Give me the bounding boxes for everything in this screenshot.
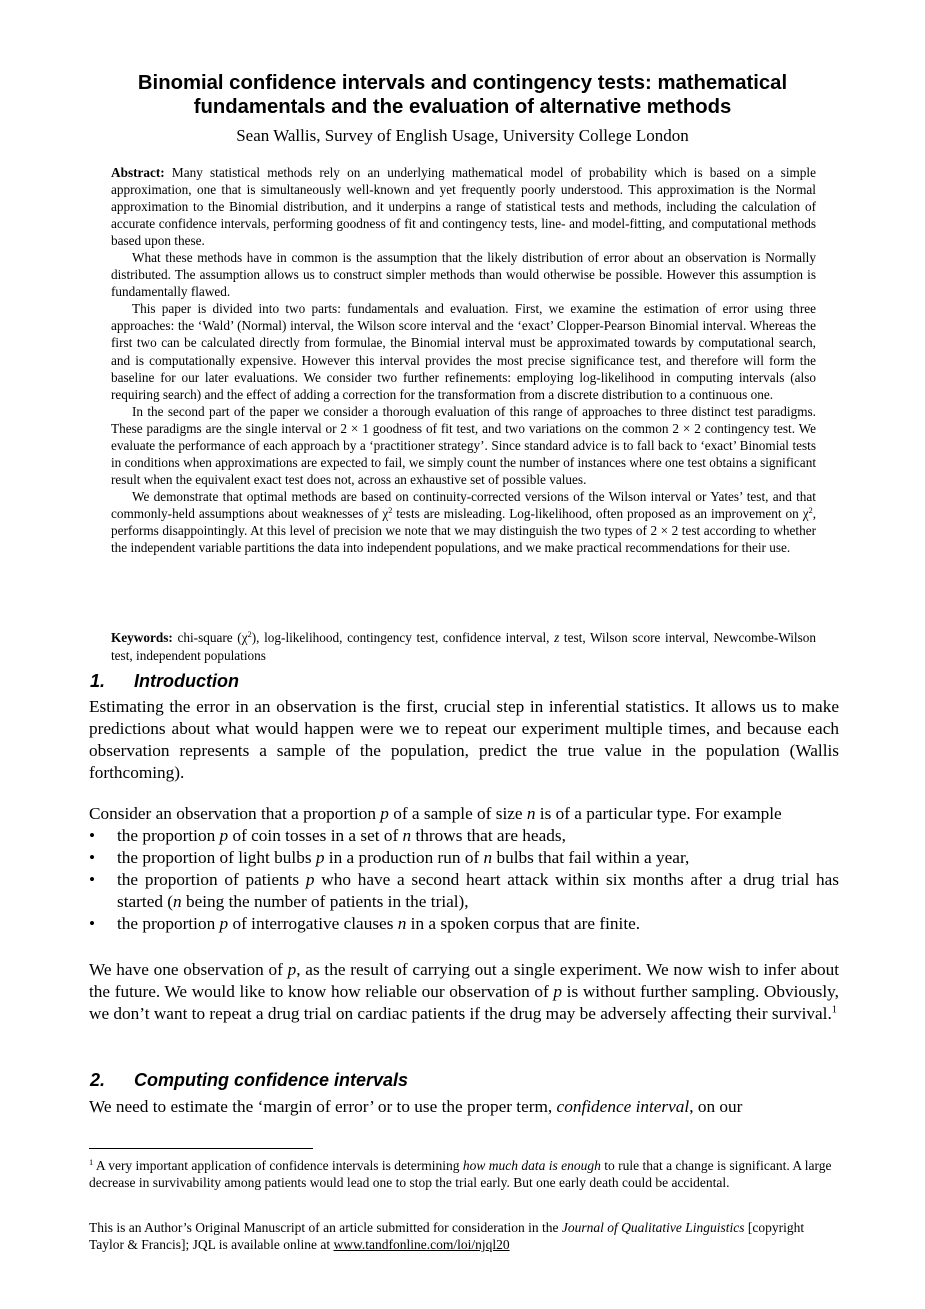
- var: p: [219, 914, 229, 933]
- list-item: [89, 847, 839, 869]
- section-1-paragraph-1: [89, 696, 839, 784]
- text-b: , on our: [689, 1097, 743, 1116]
- abstract-p5-text-b: tests are misleading. Log-likelihood, often proposed as an improvement on χ: [392, 505, 809, 521]
- bullet-icon: •: [89, 826, 96, 845]
- bullet-icon: •: [89, 870, 96, 889]
- abstract-paragraph-4: In the second part of the paper we consider a thorough evaluation of this range of approaches to three distinct test paradigms. These paradigms are the single interval or 2 × 1 goodness of fit test, and two variations on the common 2 × 2 contingency test. We evaluate the performance of each approach by a ‘practitioner strategy’. Since standard advice is to fall back to ‘exact’ Binomial tests in conditions when approximations are expected to fail, we simply count the number of instances where one test obtains a significant result when the equivalent exact test does not, across an exhaustive set of possible values.: [111, 403, 816, 487]
- section-1-paragraph-3: [89, 959, 839, 1025]
- text-a: Consider an observation that a proportion: [89, 804, 381, 823]
- list-item: [89, 869, 839, 913]
- section-2-paragraph-1: [89, 1096, 839, 1118]
- var-n: n: [526, 804, 536, 823]
- var: p: [305, 870, 315, 889]
- title-line-2: fundamentals and the evaluation of alternative methods: [193, 96, 732, 118]
- section-title: Computing confidence intervals: [134, 1070, 409, 1090]
- abstract-p1-text: Many statistical methods rely on an underlying mathematical model of probability which is based on a simple approximation, one that is simultaneously well-known and yet frequently poorly understood. This approximation is the Normal approximation to the Binomial distribution, and it underpins a range of statistical tests and methods, including the calculation of accurate confidence intervals, performing goodness of fit and contingency tests, line- and model-fitting, and computational methods based upon these.: [111, 165, 816, 249]
- abstract-label: Abstract:: [111, 165, 165, 180]
- item-text: bulbs that fail within a year,: [492, 848, 690, 867]
- paragraph-text: [89, 959, 839, 1025]
- notice-text-b: [copyright Taylor & Francis]; JQL is available online at: [89, 1220, 805, 1253]
- footnote-ref[interactable]: 1: [831, 1003, 838, 1016]
- text-a: We need to estimate the ‘margin of error’ or to use the proper term,: [89, 1097, 557, 1116]
- item-text: who have a second heart attack within six months after a drug trial has started (: [117, 870, 840, 911]
- text-b: , as the result of carrying out a single experiment. We now wish to infer about the future. We would like to know how reliable our observation of: [89, 960, 839, 1001]
- example-list: [89, 825, 839, 935]
- footnote-text-b: to rule that a change is significant. A large decrease in survivability among patients would lead one to stop the trial early. But one early death could be accidental.: [89, 1158, 832, 1191]
- journal-name: Journal of Qualitative Linguistics: [561, 1220, 745, 1235]
- keywords: [111, 629, 816, 664]
- paragraph-text: [89, 1096, 839, 1118]
- text-c: is without further sampling. Obviously, we don’t want to repeat a drug trial on cardiac patients if the drug may be adversely affecting their survival.: [89, 982, 839, 1023]
- bullet-icon: •: [89, 848, 96, 867]
- item-text: the proportion of light bulbs: [117, 848, 316, 867]
- abstract: [111, 164, 816, 556]
- keywords-paragraph: [111, 629, 816, 664]
- bullet-icon: •: [89, 914, 96, 933]
- superscript: 2: [247, 630, 252, 640]
- text-a: We have one observation of: [89, 960, 288, 979]
- item-text: in a spoken corpus that are finite.: [406, 914, 641, 933]
- text-c: is of a particular type. For example: [535, 804, 782, 823]
- superscript: 2: [808, 506, 813, 516]
- section-title: Introduction: [134, 671, 239, 691]
- text-b: of a sample of size: [388, 804, 527, 823]
- abstract-p5-text-c: , performs disappointingly. At this level of precision we note that we may distinguish the two types of 2 × 2 test according to whether the independent variable partitions the data into independent populations, and we make practical recommendations for their use.: [111, 505, 816, 556]
- footnote-1: [89, 1157, 839, 1191]
- var: n: [402, 826, 412, 845]
- keywords-text-b: ), log-likelihood, contingency test, confidence interval,: [251, 630, 555, 645]
- keywords-text-c: test, Wilson score interval, Newcombe-Wilson test, independent populations: [111, 630, 816, 663]
- footnote-divider: [89, 1148, 313, 1149]
- var: p: [315, 848, 325, 867]
- list-item: [89, 913, 839, 935]
- abstract-paragraph-3: This paper is divided into two parts: fundamentals and evaluation. First, we examine the estimation of error using three approaches: the ‘Wald’ (Normal) interval, the Wilson score interval and the ‘exact’ Clopper-Pearson Binomial interval. Whereas the first two can be calculated directly from formulae, the Binomial interval must be approximated towards by computational search, and is computationally expensive. However this interval provides the most precise significance test, and therefore will form the baseline for our later evaluations. We consider two further refinements: employing log-likelihood in computing intervals (also requiring search) and the effect of adding a correction for the transformation from a discrete distribution to a continuous one.: [111, 301, 816, 402]
- footnote-text-a: A very important application of confidence intervals is determining: [93, 1158, 463, 1173]
- section-number: 2.: [90, 1070, 106, 1090]
- item-text: being the number of patients in the trial),: [181, 892, 469, 911]
- list-item: [89, 825, 839, 847]
- title-line-1: Binomial confidence intervals and contingency tests: mathematical: [137, 72, 788, 94]
- author-line: Sean Wallis, Survey of English Usage, University College London: [236, 126, 689, 145]
- var: n: [397, 914, 407, 933]
- section-1-heading: [90, 671, 239, 691]
- var: n: [483, 848, 493, 867]
- section-2-heading: [90, 1070, 408, 1090]
- item-text: the proportion of patients: [117, 870, 306, 889]
- keywords-z: z: [554, 630, 560, 645]
- var: p: [219, 826, 229, 845]
- item-text: in a production run of: [324, 848, 484, 867]
- keywords-label: Keywords:: [111, 630, 173, 645]
- abstract-p5-text-a: We demonstrate that optimal methods are based on continuity-corrected versions of the Wilson interval or Yates’ test, and that commonly-held assumptions about weaknesses of χ: [111, 488, 816, 521]
- item-text: of interrogative clauses: [228, 914, 398, 933]
- item-text: throws that are heads,: [411, 826, 566, 845]
- section-number: 1.: [90, 671, 106, 691]
- emphasis: how much data is enough: [462, 1158, 601, 1173]
- notice-text-a: This is an Author’s Original Manuscript of an article submitted for consideration in the: [89, 1220, 562, 1235]
- var: n: [173, 892, 182, 911]
- var-p: p: [553, 982, 563, 1001]
- paragraph-text: Estimating the error in an observation is the first, crucial step in inferential statistics. It allows us to make predictions about what would happen were we to repeat our experiment multiple times, and because each observation represents a sample of the population, predict the true value in the population (Wallis forthcoming).: [89, 697, 839, 782]
- journal-link[interactable]: www.tandfonline.com/loi/njql20: [333, 1237, 510, 1253]
- paper-title: [60, 71, 865, 119]
- var-p: p: [287, 960, 297, 979]
- abstract-paragraph-2: What these methods have in common is the assumption that the likely distribution of error about an observation is Normally distributed. The assumption allows us to construct simpler methods than would otherwise be possible. However this assumption is fundamentally flawed.: [111, 250, 816, 300]
- superscript: 2: [388, 506, 393, 516]
- item-text: the proportion: [117, 826, 220, 845]
- copyright-notice: [89, 1219, 839, 1253]
- paragraph-text: [89, 803, 839, 825]
- footnote-marker: 1: [89, 1157, 94, 1167]
- item-text: the proportion: [117, 914, 220, 933]
- item-text: of coin tosses in a set of: [228, 826, 403, 845]
- abstract-paragraph-1: [111, 164, 816, 249]
- emphasis: confidence interval: [556, 1097, 690, 1116]
- var-p: p: [380, 804, 389, 823]
- abstract-paragraph-5: [111, 488, 816, 556]
- keywords-text-a: chi-square (χ: [172, 630, 248, 645]
- section-1-paragraph-2: [89, 803, 839, 935]
